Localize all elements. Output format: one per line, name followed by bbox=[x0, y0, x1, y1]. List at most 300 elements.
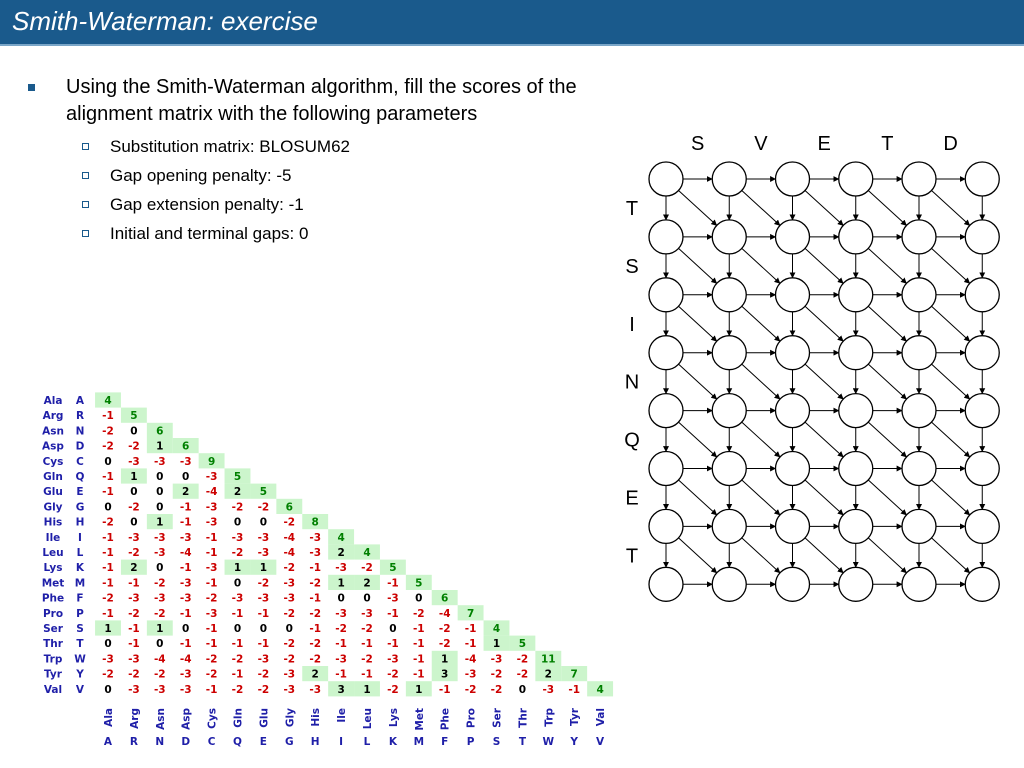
matrix-cell-value: -3 bbox=[128, 683, 140, 696]
matrix-cell-value: -1 bbox=[438, 683, 451, 696]
matrix-cell-value: -3 bbox=[335, 653, 347, 666]
matrix-cell-value: -3 bbox=[153, 547, 166, 559]
matrix-cell-value: -1 bbox=[179, 562, 192, 575]
matrix-cell-value: -1 bbox=[412, 668, 425, 681]
diagonal-arrow bbox=[805, 190, 843, 225]
column-residue-code: K bbox=[388, 736, 397, 748]
left-sequence-letter: T bbox=[625, 197, 639, 220]
matrix-cell-value: -3 bbox=[128, 455, 140, 468]
diagonal-arrow bbox=[679, 248, 717, 283]
graph-node bbox=[965, 567, 999, 601]
matrix-cell-value: -3 bbox=[179, 531, 192, 544]
diagonal-arrow bbox=[805, 480, 843, 515]
matrix-cell-value: -4 bbox=[153, 653, 166, 666]
row-residue-code: N bbox=[75, 425, 85, 438]
matrix-cell-value: -4 bbox=[283, 531, 296, 544]
matrix-cell-value: -1 bbox=[231, 638, 244, 651]
matrix-cell-value: -1 bbox=[309, 623, 322, 635]
column-residue-code: A bbox=[103, 736, 113, 748]
matrix-cell-value: -1 bbox=[412, 623, 425, 635]
matrix-cell-value: -3 bbox=[257, 592, 270, 605]
matrix-cell-value: -3 bbox=[179, 683, 192, 696]
matrix-cell-value: 9 bbox=[207, 455, 216, 468]
matrix-cell-value: -2 bbox=[309, 577, 322, 590]
matrix-cell-value: -3 bbox=[283, 592, 296, 605]
diagonal-arrow bbox=[932, 190, 970, 225]
matrix-cell-value: 4 bbox=[596, 683, 604, 696]
matrix-cell-value: -4 bbox=[179, 653, 192, 666]
matrix-cell-value: 2 bbox=[130, 562, 138, 575]
matrix-cell-value: 0 bbox=[182, 471, 190, 483]
matrix-cell-value: -2 bbox=[153, 577, 166, 590]
graph-node bbox=[965, 452, 999, 486]
matrix-cell-value: -3 bbox=[309, 531, 322, 544]
column-residue-code: F bbox=[441, 736, 449, 748]
matrix-cell-value: -1 bbox=[309, 562, 322, 575]
graph-node bbox=[839, 220, 873, 254]
matrix-cell-value: 0 bbox=[156, 638, 164, 651]
matrix-cell-value: -2 bbox=[102, 592, 114, 605]
matrix-cell-value: 0 bbox=[182, 623, 190, 635]
matrix-cell-value: -3 bbox=[179, 455, 192, 468]
matrix-cell-value: 0 bbox=[389, 623, 397, 635]
top-sequence-letter: E bbox=[817, 133, 831, 155]
row-residue-name: Glu bbox=[43, 486, 63, 499]
matrix-cell-value: -1 bbox=[568, 683, 581, 696]
matrix-cell-value: 0 bbox=[233, 577, 242, 590]
matrix-cell-value: -2 bbox=[283, 607, 296, 620]
matrix-cell-value: 0 bbox=[415, 592, 423, 605]
matrix-cell-value: -3 bbox=[128, 653, 140, 666]
matrix-cell-value: -1 bbox=[335, 668, 347, 681]
column-residue-name: Val bbox=[595, 708, 608, 727]
column-residue-name: Pro bbox=[465, 708, 478, 729]
matrix-cell-value: 0 bbox=[363, 592, 371, 605]
matrix-cell-value: -2 bbox=[257, 501, 270, 514]
graph-node bbox=[902, 452, 936, 486]
matrix-cell-value: -1 bbox=[231, 668, 244, 681]
matrix-cell-value: 0 bbox=[130, 486, 138, 499]
matrix-cell-value: -3 bbox=[283, 668, 296, 681]
matrix-cell-value: -1 bbox=[309, 592, 322, 605]
row-residue-name: Met bbox=[41, 577, 65, 590]
column-residue-name: Thr bbox=[517, 708, 530, 728]
diagonal-arrow bbox=[932, 364, 970, 399]
matrix-cell-value: -2 bbox=[102, 516, 114, 529]
column-residue-name: Met bbox=[413, 708, 426, 731]
matrix-cell-value: -2 bbox=[464, 683, 477, 696]
column-residue-code: T bbox=[518, 736, 526, 748]
matrix-cell-value: 0 bbox=[233, 623, 242, 635]
diagonal-arrow bbox=[679, 538, 717, 573]
matrix-cell-value: -2 bbox=[128, 440, 140, 453]
matrix-cell-value: 0 bbox=[259, 623, 268, 635]
diagonal-arrow bbox=[679, 190, 717, 225]
matrix-cell-value: -3 bbox=[361, 607, 373, 620]
row-residue-name: Phe bbox=[41, 592, 65, 605]
column-residue-name: Gln bbox=[232, 708, 245, 728]
diagonal-arrow bbox=[805, 364, 843, 399]
graph-node bbox=[839, 336, 873, 370]
main-bullet-text: Using the Smith-Waterman algorithm, fill the scores of the alignment matrix with the following parameters bbox=[66, 76, 577, 125]
matrix-cell-value: 0 bbox=[104, 501, 112, 514]
matrix-cell-value: -3 bbox=[179, 577, 192, 590]
sub-bullet-text: Gap extension penalty: -1 bbox=[110, 195, 304, 214]
matrix-cell-value: -4 bbox=[283, 547, 296, 559]
matrix-cell-value: -3 bbox=[231, 592, 244, 605]
column-residue-name: Glu bbox=[258, 708, 271, 728]
column-residue-name: Gly bbox=[284, 708, 297, 728]
row-residue-code: L bbox=[76, 547, 84, 559]
diagonal-arrow bbox=[868, 364, 906, 399]
row-residue-name: Ala bbox=[43, 395, 63, 407]
diagonal-arrow bbox=[742, 538, 780, 573]
graph-node bbox=[712, 394, 746, 428]
column-residue-code: H bbox=[310, 736, 320, 748]
matrix-cell-value: -2 bbox=[257, 577, 270, 590]
row-residue-name: Gln bbox=[43, 471, 63, 483]
matrix-cell-value: -3 bbox=[153, 531, 166, 544]
row-residue-code: W bbox=[74, 653, 86, 666]
row-residue-code: G bbox=[75, 501, 85, 514]
matrix-cell-value: -2 bbox=[309, 607, 322, 620]
matrix-cell-value: -3 bbox=[102, 653, 114, 666]
matrix-cell-value: 0 bbox=[104, 638, 112, 651]
diagonal-arrow bbox=[805, 248, 843, 283]
matrix-cell-value: -1 bbox=[102, 410, 114, 423]
matrix-cell-value: 0 bbox=[518, 683, 527, 696]
matrix-cell-value: -1 bbox=[205, 638, 218, 651]
row-residue-code: A bbox=[75, 395, 85, 407]
matrix-cell-value: -1 bbox=[205, 577, 218, 590]
diagonal-arrow bbox=[868, 190, 906, 225]
matrix-cell-value: 5 bbox=[130, 410, 138, 423]
matrix-cell-value: -2 bbox=[516, 668, 529, 681]
matrix-cell-value: 1 bbox=[441, 653, 449, 666]
left-sequence-letter: S bbox=[625, 255, 639, 278]
matrix-cell-value: 1 bbox=[492, 638, 501, 651]
row-residue-name: Cys bbox=[42, 455, 64, 468]
graph-node bbox=[776, 162, 810, 196]
matrix-cell-value: -1 bbox=[102, 531, 114, 544]
row-residue-name: Arg bbox=[42, 410, 64, 423]
column-residue-code: W bbox=[542, 736, 555, 748]
column-residue-code: R bbox=[129, 736, 138, 748]
graph-node bbox=[649, 220, 683, 254]
matrix-cell-value: 2 bbox=[182, 486, 190, 499]
matrix-cell-value: 7 bbox=[466, 607, 475, 620]
graph-node bbox=[839, 509, 873, 543]
graph-node bbox=[649, 336, 683, 370]
column-residue-name: Lys bbox=[387, 708, 400, 728]
matrix-cell-value: -2 bbox=[128, 501, 140, 514]
row-residue-name: Trp bbox=[43, 653, 63, 666]
row-residue-code: E bbox=[76, 486, 84, 499]
diagonal-arrow bbox=[932, 306, 970, 341]
column-residue-name: Asp bbox=[180, 708, 193, 730]
graph-node bbox=[839, 394, 873, 428]
top-sequence-letter: S bbox=[690, 133, 705, 155]
matrix-cell-value: 0 bbox=[337, 592, 345, 605]
matrix-cell-value: -2 bbox=[205, 668, 218, 681]
graph-node bbox=[965, 394, 999, 428]
column-residue-code: N bbox=[155, 736, 165, 748]
matrix-cell-value: -3 bbox=[257, 531, 270, 544]
matrix-cell-value: -4 bbox=[438, 607, 451, 620]
row-residue-name: Asn bbox=[42, 425, 64, 438]
matrix-cell-value: -3 bbox=[309, 683, 322, 696]
matrix-cell-value: -1 bbox=[102, 471, 114, 483]
matrix-cell-value: -2 bbox=[205, 653, 218, 666]
diagonal-arrow bbox=[868, 480, 906, 515]
matrix-cell-value: -2 bbox=[128, 668, 140, 681]
column-residue-code: D bbox=[181, 736, 191, 748]
column-residue-name: Trp bbox=[543, 708, 556, 727]
graph-node bbox=[902, 567, 936, 601]
matrix-cell-value: 3 bbox=[337, 683, 345, 696]
matrix-cell-value: 0 bbox=[285, 623, 293, 635]
matrix-cell-value: -2 bbox=[309, 653, 322, 666]
matrix-cell-value: -2 bbox=[361, 562, 373, 575]
graph-node bbox=[965, 336, 999, 370]
graph-node bbox=[839, 567, 873, 601]
graph-node bbox=[965, 509, 999, 543]
column-residue-code: M bbox=[413, 736, 425, 748]
row-residue-name: Ile bbox=[45, 531, 61, 544]
matrix-cell-value: -2 bbox=[438, 623, 451, 635]
matrix-cell-value: 6 bbox=[285, 501, 293, 514]
matrix-cell-value: 2 bbox=[311, 668, 319, 681]
graph-node bbox=[902, 336, 936, 370]
diagonal-arrow bbox=[679, 480, 717, 515]
matrix-cell-value: 4 bbox=[104, 395, 112, 407]
matrix-cell-value: -1 bbox=[179, 501, 192, 514]
graph-node bbox=[712, 509, 746, 543]
matrix-cell-value: -3 bbox=[335, 562, 347, 575]
matrix-cell-value: -3 bbox=[153, 683, 166, 696]
diagonal-arrow bbox=[742, 480, 780, 515]
graph-node bbox=[712, 220, 746, 254]
matrix-cell-value: -1 bbox=[102, 562, 114, 575]
row-residue-code: P bbox=[76, 607, 84, 620]
row-residue-name: Pro bbox=[42, 607, 64, 620]
diagonal-arrow bbox=[932, 422, 970, 457]
matrix-cell-value: 0 bbox=[130, 425, 138, 438]
graph-node bbox=[776, 567, 810, 601]
column-residue-name: Cys bbox=[206, 708, 219, 729]
column-residue-code: Q bbox=[233, 736, 242, 748]
matrix-cell-value: -3 bbox=[128, 531, 140, 544]
row-residue-code: D bbox=[75, 440, 85, 453]
matrix-cell-value: -1 bbox=[128, 577, 140, 590]
diagonal-arrow bbox=[805, 422, 843, 457]
matrix-cell-value: 0 bbox=[233, 516, 242, 529]
matrix-cell-value: 2 bbox=[363, 577, 371, 590]
matrix-cell-value: 2 bbox=[233, 486, 242, 499]
matrix-cell-value: -2 bbox=[490, 668, 503, 681]
graph-node bbox=[712, 336, 746, 370]
matrix-cell-value: -4 bbox=[179, 547, 192, 559]
matrix-cell-value: -3 bbox=[205, 607, 218, 620]
matrix-cell-value: 1 bbox=[156, 623, 164, 635]
matrix-cell-value: -2 bbox=[102, 425, 114, 438]
matrix-cell-value: -1 bbox=[205, 547, 218, 559]
matrix-cell-value: -3 bbox=[283, 683, 296, 696]
graph-node bbox=[839, 452, 873, 486]
row-residue-name: Lys bbox=[43, 562, 63, 575]
slide-title: Smith-Waterman: exercise bbox=[12, 6, 318, 36]
matrix-cell-value: -3 bbox=[128, 592, 140, 605]
matrix-cell-value: 0 bbox=[156, 501, 164, 514]
matrix-cell-value: 1 bbox=[156, 516, 164, 529]
matrix-cell-value: 4 bbox=[363, 547, 371, 559]
row-residue-code: S bbox=[76, 623, 84, 635]
left-sequence-letter: E bbox=[625, 487, 639, 510]
matrix-cell-value: 6 bbox=[441, 592, 449, 605]
sub-bullet-text: Gap opening penalty: -5 bbox=[110, 166, 292, 185]
row-residue-code: R bbox=[75, 410, 85, 423]
matrix-cell-value: -4 bbox=[464, 653, 477, 666]
row-residue-code: Q bbox=[75, 471, 85, 483]
column-residue-name: Ala bbox=[103, 708, 115, 727]
matrix-cell-value: -2 bbox=[361, 623, 373, 635]
matrix-cell-value: -3 bbox=[205, 501, 218, 514]
matrix-cell-value: 5 bbox=[415, 577, 423, 590]
matrix-cell-value: 6 bbox=[182, 440, 190, 453]
diagonal-arrow bbox=[868, 306, 906, 341]
matrix-cell-value: -3 bbox=[205, 471, 218, 483]
matrix-cell-value: -3 bbox=[309, 547, 322, 559]
column-residue-code: Y bbox=[570, 736, 579, 748]
top-sequence-letter: D bbox=[943, 133, 958, 155]
matrix-cell-value: -1 bbox=[412, 653, 425, 666]
graph-node bbox=[776, 220, 810, 254]
matrix-cell-value: -3 bbox=[231, 531, 244, 544]
matrix-cell-value: -2 bbox=[102, 440, 114, 453]
matrix-cell-value: -1 bbox=[387, 607, 399, 620]
matrix-cell-value: -2 bbox=[387, 668, 399, 681]
row-residue-code: T bbox=[76, 638, 84, 651]
graph-node bbox=[902, 509, 936, 543]
matrix-cell-value: -2 bbox=[205, 592, 218, 605]
matrix-cell-value: -2 bbox=[257, 683, 270, 696]
matrix-cell-value: 5 bbox=[389, 562, 397, 575]
diagonal-arrow bbox=[742, 364, 780, 399]
matrix-cell-value: -3 bbox=[387, 653, 399, 666]
graph-node bbox=[776, 509, 810, 543]
matrix-cell-value: -1 bbox=[102, 486, 114, 499]
matrix-cell-value: 3 bbox=[441, 668, 449, 681]
matrix-cell-value: -1 bbox=[361, 668, 373, 681]
matrix-cell-value: -2 bbox=[231, 653, 244, 666]
column-residue-name: Asn bbox=[154, 708, 167, 730]
matrix-cell-value: -1 bbox=[102, 577, 114, 590]
graph-node bbox=[776, 452, 810, 486]
matrix-cell-value: -2 bbox=[257, 668, 270, 681]
diagonal-arrow bbox=[868, 248, 906, 283]
matrix-cell-value: -3 bbox=[179, 592, 192, 605]
matrix-cell-value: 7 bbox=[570, 668, 578, 681]
column-residue-code: E bbox=[259, 736, 267, 748]
row-residue-name: Asp bbox=[42, 440, 64, 453]
row-residue-name: Val bbox=[43, 683, 63, 696]
graph-node bbox=[839, 278, 873, 312]
graph-node bbox=[776, 394, 810, 428]
graph-node bbox=[649, 162, 683, 196]
matrix-cell-value: -2 bbox=[283, 638, 296, 651]
matrix-cell-value: -2 bbox=[153, 607, 166, 620]
matrix-cell-value: 0 bbox=[104, 683, 112, 696]
diagonal-arrow bbox=[742, 190, 780, 225]
matrix-cell-value: -1 bbox=[257, 607, 270, 620]
matrix-cell-value: -2 bbox=[283, 562, 296, 575]
matrix-cell-value: -2 bbox=[387, 683, 399, 696]
sub-bullet-text: Substitution matrix: BLOSUM62 bbox=[110, 137, 350, 156]
column-residue-name: Leu bbox=[362, 708, 374, 730]
diagonal-arrow bbox=[868, 538, 906, 573]
matrix-cell-value: -2 bbox=[231, 501, 244, 514]
matrix-cell-value: 4 bbox=[492, 623, 501, 635]
matrix-cell-value: -3 bbox=[387, 592, 399, 605]
diagonal-arrow bbox=[742, 422, 780, 457]
matrix-cell-value: -1 bbox=[205, 683, 218, 696]
graph-node bbox=[902, 162, 936, 196]
matrix-cell-value: -1 bbox=[464, 623, 477, 635]
row-residue-code: F bbox=[76, 592, 84, 605]
left-sequence-letter: T bbox=[625, 545, 639, 568]
row-residue-name: Thr bbox=[43, 638, 63, 651]
diagonal-arrow bbox=[742, 306, 780, 341]
graph-node bbox=[712, 278, 746, 312]
matrix-cell-value: -3 bbox=[179, 668, 192, 681]
matrix-cell-value: 1 bbox=[104, 623, 112, 635]
graph-node bbox=[712, 567, 746, 601]
graph-node bbox=[902, 394, 936, 428]
matrix-cell-value: -3 bbox=[205, 562, 218, 575]
graph-node bbox=[902, 278, 936, 312]
graph-node bbox=[965, 278, 999, 312]
matrix-cell-value: -4 bbox=[205, 486, 218, 499]
graph-node bbox=[965, 220, 999, 254]
column-residue-name: Phe bbox=[439, 708, 452, 731]
diagonal-arrow bbox=[805, 306, 843, 341]
matrix-cell-value: 0 bbox=[259, 516, 268, 529]
row-residue-name: Leu bbox=[42, 547, 64, 559]
matrix-cell-value: -3 bbox=[335, 607, 347, 620]
matrix-cell-value: -2 bbox=[335, 623, 347, 635]
matrix-cell-value: -1 bbox=[412, 638, 425, 651]
matrix-cell-value: -1 bbox=[361, 638, 373, 651]
matrix-cell-value: 1 bbox=[259, 562, 268, 575]
matrix-cell-value: -2 bbox=[309, 638, 322, 651]
graph-node bbox=[712, 452, 746, 486]
matrix-cell-value: -2 bbox=[231, 683, 244, 696]
matrix-cell-value: 2 bbox=[544, 668, 552, 681]
matrix-cell-value: -1 bbox=[205, 623, 218, 635]
matrix-cell-value: -2 bbox=[490, 683, 503, 696]
matrix-cell-value: -1 bbox=[335, 638, 347, 651]
matrix-cell-value: 1 bbox=[233, 562, 242, 575]
matrix-cell-value: 11 bbox=[540, 653, 556, 666]
row-residue-code: Y bbox=[76, 668, 84, 681]
diagonal-arrow bbox=[805, 538, 843, 573]
column-residue-code: C bbox=[207, 736, 216, 748]
row-residue-code: V bbox=[75, 683, 85, 696]
column-residue-code: L bbox=[363, 736, 371, 748]
row-residue-code: M bbox=[74, 577, 86, 590]
matrix-cell-value: 0 bbox=[130, 516, 138, 529]
row-residue-code: C bbox=[76, 455, 84, 468]
